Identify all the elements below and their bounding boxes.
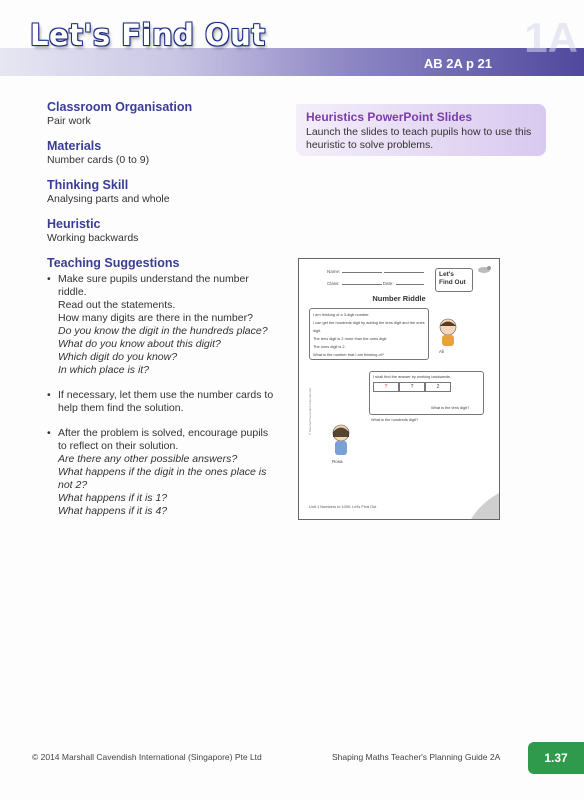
tens-box: ? [399,382,425,392]
rosa-character-icon [329,423,353,457]
activity-book-reference: AB 2A p 21 [423,56,492,71]
bird-icon [475,263,493,275]
worksheet-title: Number Riddle [372,294,426,303]
header-ghost-label: 1A [524,14,578,61]
riddle-line: I can get the hundreds digit by adding the tens digit and the ones digit. [313,320,425,333]
worksheet-corner-tab [471,493,499,519]
suggestion-question: What happens if it is 1? [58,492,168,504]
worksheet-thumbnail [298,258,500,520]
copyright-footer: © 2014 Marshall Cavendish International (Singapore) Pte Ltd [32,752,262,762]
date-label: Date: [382,281,394,286]
ones-box: 2 [425,382,451,392]
worksheet-side-text: © Marshall Cavendish International [308,388,312,435]
suggestion-text: How many digits are there in the number? [58,312,253,324]
teaching-suggestions-list [47,273,277,518]
suggestion-question: Do you know the digit in the hundreds place? [58,325,268,337]
suggestion-text: Read out the statements. [58,299,176,311]
tens-question: What is the tens digit? [431,405,470,410]
bullet-icon: • [47,427,51,439]
class-label: Class: [327,281,340,286]
guide-title-footer: Shaping Maths Teacher's Planning Guide 2A [332,752,501,762]
heuristic-heading: Heuristic [47,217,101,231]
riddle-line: I am thinking of a 3-digit number. [313,312,370,317]
materials-heading: Materials [47,139,102,153]
left-column [47,100,277,530]
list-item [47,273,277,377]
classroom-text: Pair work [47,115,91,127]
suggestion-question: What happens if the digit in the ones place is not 2? [58,466,267,491]
list-item [47,389,277,415]
teaching-suggestions-heading: Teaching Suggestions [47,256,180,270]
suggestion-text: After the problem is solved, encourage pupils to reflect on their solution. [58,427,269,452]
suggestion-text: If necessary, let them use the number cards to help them find the solution. [58,389,274,414]
working-text: I shall find the answer by working backwards. [373,374,452,379]
suggestion-question: Which digit do you know? [58,351,178,363]
riddle-line: What is the number that I am thinking of? [313,352,384,357]
header-band [0,48,584,76]
worksheet-name-field [327,269,424,274]
page-title: Let's Find Out [30,18,266,52]
classroom-heading: Classroom Organisation [47,100,193,114]
riddle-line: The ones digit is 2. [313,344,346,349]
ali-label: Ali [439,349,445,354]
suggestion-question: In which place is it? [58,364,150,376]
heuristics-slides-box [296,104,546,156]
heuristics-slides-text: Launch the slides to teach pupils how to use this heuristic to solve problems. [306,126,532,151]
page-number-tab: 1.37 [528,742,584,774]
suggestion-question: What happens if it is 4? [58,505,168,517]
riddle-line: The tens digit is 2 more than the ones digit. [313,336,388,341]
worksheet-badge: Let's Find Out [435,268,473,292]
name-label: Name: [327,269,341,274]
heuristic-text: Working backwards [47,232,139,244]
place-value-boxes [373,382,480,392]
thinking-skill-heading: Thinking Skill [47,178,129,192]
heuristics-slides-heading: Heuristics PowerPoint Slides [306,110,473,124]
suggestion-question: What do you know about this digit? [58,338,221,350]
materials-text: Number cards (0 to 9) [47,154,150,166]
rosa-label: Rosa [332,459,343,464]
bullet-icon: • [47,389,51,401]
worksheet-footer: Unit 1 Numbers to 1000: Let's Find Out [309,504,377,509]
worksheet-class-field [327,281,424,286]
hundreds-question: What is the hundreds digit? [371,417,419,422]
bullet-icon: • [47,273,51,285]
suggestion-text: Make sure pupils understand the number riddle. [58,273,249,298]
hundreds-box: ? [373,382,399,392]
riddle-speech-bubble [309,308,429,360]
thinking-skill-text: Analysing parts and whole [47,193,170,205]
suggestion-question: Are there any other possible answers? [58,453,238,465]
ali-character-icon [435,317,461,347]
list-item [47,427,277,518]
